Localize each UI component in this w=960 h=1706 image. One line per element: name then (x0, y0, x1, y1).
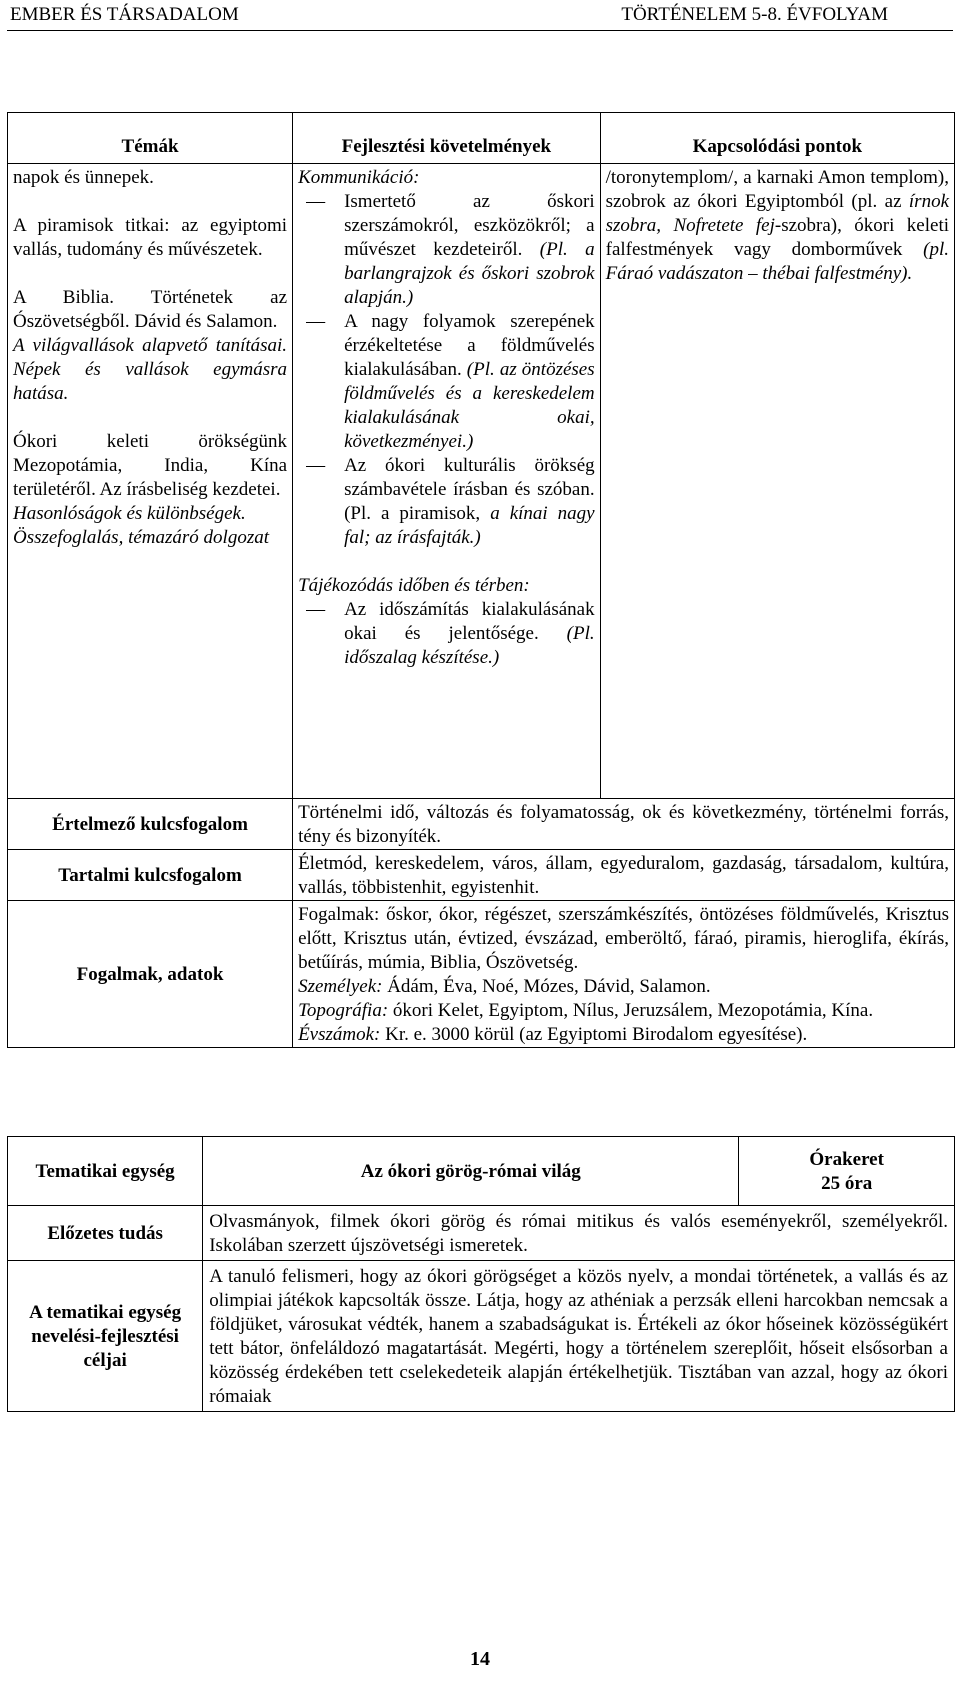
fogalmak-row (8, 901, 955, 1048)
tematikai-label: Tematikai egység (8, 1137, 203, 1206)
tartalmi-text: Életmód, kereskedelem, város, állam, egyeduralom, gazdaság, társadalom, kultúra, vallás, többistenhit, egyistenhit. (293, 850, 955, 901)
kapcsolodas-text: /toronytemplom/, a karnaki Amon templom), szobrok az ókori Egyiptomból (pl. az írnok szobra, Nofretete fej-szobra), ókori keleti falfestmények vagy domborművek (pl. Fáraó vadászaton – thébai falfestmény). (605, 167, 950, 284)
fogalmak-text: Fogalmak: őskor, ókor, régészet, szerszámkészítés, öntözéses földművelés, Krisztus előtt, Krisztus után, évtized, évszázad, emberöltő, fáraó, piramis, hieroglifa, ékírás, betűírás, múmia, Biblia, Ószövetség. (298, 904, 949, 973)
tajekozodas-title: Tájékozódás időben és térben: (298, 575, 530, 596)
ertelmezo-text: Történelmi idő, változás és folyamatosság, ok és következmény, történelmi forrás, tény és bizonyíték. (293, 799, 955, 850)
list-item: — Az ókori kulturális örökség számbavétele írásban és szóban. (Pl. a piramisok, a kínai nagy fal; az írásfajták.) (298, 454, 595, 550)
temak-p1: napok és ünnepek. (13, 167, 154, 188)
orakeret-value: 25 óra (821, 1173, 873, 1194)
orakeret-label: Órakeret (809, 1149, 884, 1170)
elozetes-text: Olvasmányok, filmek ókori görög és római mitikus és valós eseményekről, személyekről. Iskolában szerzett újszövetségi ismeretek. (203, 1206, 955, 1261)
table-header-row (8, 113, 955, 164)
temak-p6: Hasonlóságok és különbségek. (13, 503, 246, 524)
kapcsolodas-cell (600, 164, 954, 799)
celok-text: A tanuló felismeri, hogy az ókori görögséget a közös nyelv, a mondai történetek, a vallás és az olimpiai játékok kapcsolták össze. Látja, hogy az athéniak a perzsák elleni harcokban nemcsak a földjüket, városukat védték, hanem a szabadságukat is. Értékeli az ókor hőseinek közösségükért tett bátor, önfeláldozó magatartását. Megérti, hogy a történelem szereplőit, hőseit elsősorban a közösség érdekében tett cselekedeteik alapján értékelhetjük. Tisztában van azzal, hogy az ókori rómaiak (203, 1261, 955, 1412)
evszamok-line: Évszámok: Kr. e. 3000 körül (az Egyiptomi Birodalom egyesítése). (298, 1024, 808, 1045)
kommunikacio-list (298, 190, 595, 550)
kommunikacio-title: Kommunikáció: (298, 167, 420, 188)
temak-p4: A világvallások alapvető tanításai. Népek és vallások egymásra hatása. (13, 335, 288, 404)
header-rule (7, 30, 953, 31)
header-course: TÖRTÉNELEM 5-8. ÉVFOLYAM (621, 4, 888, 25)
celok-label: A tematikai egység nevelési-fejlesztési céljai (8, 1261, 203, 1412)
page-header (0, 0, 960, 36)
elozetes-row (8, 1206, 955, 1261)
temak-p5: Ókori keleti örökségünk Mezopotámia, India, Kína területéről. Az írásbeliség kezdetei. (13, 431, 288, 500)
list-item: — Ismertető az őskori szerszámokról, eszközökről; a művészet kezdeteiről. (Pl. a barlangrajzok és őskori szobrok alapján.) (298, 190, 595, 310)
fogalmak-cell (293, 901, 955, 1048)
temak-p2: A piramisok titkai: az egyiptomi vallás, tudomány és művészetek. (13, 215, 288, 260)
page-number: 14 (470, 1648, 490, 1670)
column-header-fejlesztes: Fejlesztési követelmények (293, 113, 601, 164)
celok-row (8, 1261, 955, 1412)
elozetes-label: Előzetes tudás (8, 1206, 203, 1261)
unit-header-row (8, 1137, 955, 1206)
szemelyek-line: Személyek: Ádám, Éva, Noé, Mózes, Dávid, Salamon. (298, 976, 711, 997)
unit-title: Az ókori görög-római világ (203, 1137, 739, 1206)
tajekozodas-list (298, 598, 595, 670)
ertelmezo-label: Értelmező kulcsfogalom (8, 799, 293, 850)
temak-p7: Összefoglalás, témazáró dolgozat (13, 527, 269, 548)
ertelmezo-row (8, 799, 955, 850)
unit-table (7, 1136, 955, 1412)
tartalmi-row (8, 850, 955, 901)
temak-p3: A Biblia. Történetek az Ószövetségből. Dávid és Salamon. (13, 287, 288, 332)
list-item: — Az időszámítás kialakulásának okai és jelentősége. (Pl. időszalag készítése.) (298, 598, 595, 670)
column-header-kapcsolodas: Kapcsolódási pontok (600, 113, 954, 164)
topografia-line: Topográfia: ókori Kelet, Egyiptom, Nílus, Jeruzsálem, Mezopotámia, Kína. (298, 1000, 874, 1021)
fogalmak-label: Fogalmak, adatok (8, 901, 293, 1048)
fejlesztes-cell (293, 164, 601, 799)
orakeret-cell (739, 1137, 955, 1206)
header-subject: EMBER ÉS TÁRSADALOM (10, 4, 239, 25)
temak-cell (8, 164, 293, 799)
curriculum-table (7, 112, 955, 1048)
column-header-temak: Témák (8, 113, 293, 164)
list-item: — A nagy folyamok szerepének érzékeltetése a földművelés kialakulásában. (Pl. az öntözéses földművelés és a kereskedelem kialakulásának okai, következményei.) (298, 310, 595, 454)
tartalmi-label: Tartalmi kulcsfogalom (8, 850, 293, 901)
content-row (8, 164, 955, 799)
